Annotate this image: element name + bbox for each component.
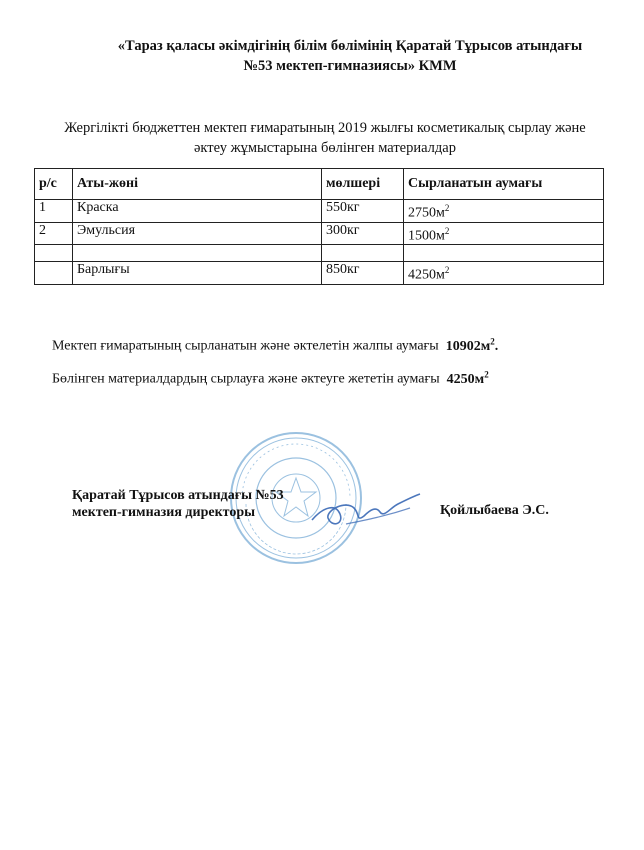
header-cell-area: Сырланатын аумағы — [404, 169, 604, 200]
table-row-empty — [35, 245, 604, 262]
row-name: Краска — [73, 200, 322, 223]
header-line-1: «Тараз қаласы әкімдігінің білім бөлімінің Қаратай Тұрысов атындағы — [117, 38, 583, 54]
row-quantity: 300кг — [322, 222, 404, 245]
row-quantity: 850кг — [322, 262, 404, 285]
header-cell-quantity: мөлшері — [322, 169, 404, 200]
document-header — [60, 36, 640, 76]
row-area: $1500м^2$ — [404, 222, 604, 245]
summary-covered-value: $4250м^2$ — [446, 369, 489, 387]
signer-title — [72, 487, 284, 521]
header-cell-number: р/с — [35, 169, 73, 200]
header-line-2: №53 мектеп-гимназиясы» КММ — [243, 58, 457, 74]
signer-title-line-1: Қаратай Тұрысов атындағы №53 — [72, 488, 284, 503]
header-cell-name: Аты-жөні — [73, 169, 322, 200]
subtitle-line-2: әктеу жұмыстарына бөлінген материалдар — [194, 140, 456, 156]
row-name — [73, 245, 322, 262]
table-row — [35, 200, 604, 223]
row-quantity — [322, 245, 404, 262]
row-number — [35, 245, 73, 262]
document-subtitle — [30, 118, 620, 158]
row-number — [35, 262, 73, 285]
signer-title-line-2: мектеп-гимназия директоры — [72, 505, 256, 520]
summary-total-label: Мектеп ғимаратының сырланатын және әктелетін жалпы аумағы — [52, 338, 439, 354]
row-number: 2 — [35, 222, 73, 245]
subtitle-line-1: Жергілікті бюджеттен мектеп ғимаратының 2019 жылғы косметикалық сырлау және — [64, 120, 586, 136]
signer-name: Қойлыбаева Э.С. — [440, 503, 549, 518]
row-number: 1 — [35, 200, 73, 223]
summary-covered-area — [52, 369, 489, 388]
summary-total-area — [52, 336, 498, 355]
summary-covered-label: Бөлінген материалдардың сырлауға және әктеуге жететін аумағы — [52, 371, 440, 387]
row-area — [404, 245, 604, 262]
row-name: Барлығы — [73, 262, 322, 285]
summary-total-value: $10902м^2$. — [445, 336, 499, 354]
director-signature — [306, 486, 422, 534]
row-name: Эмульсия — [73, 222, 322, 245]
materials-table — [34, 168, 604, 285]
table-row-total — [35, 262, 604, 285]
table-row — [35, 222, 604, 245]
row-quantity: 550кг — [322, 200, 404, 223]
row-area: $4250м^2$ — [404, 262, 604, 285]
row-area: $2750м^2$ — [404, 200, 604, 223]
table-header-row — [35, 169, 604, 200]
